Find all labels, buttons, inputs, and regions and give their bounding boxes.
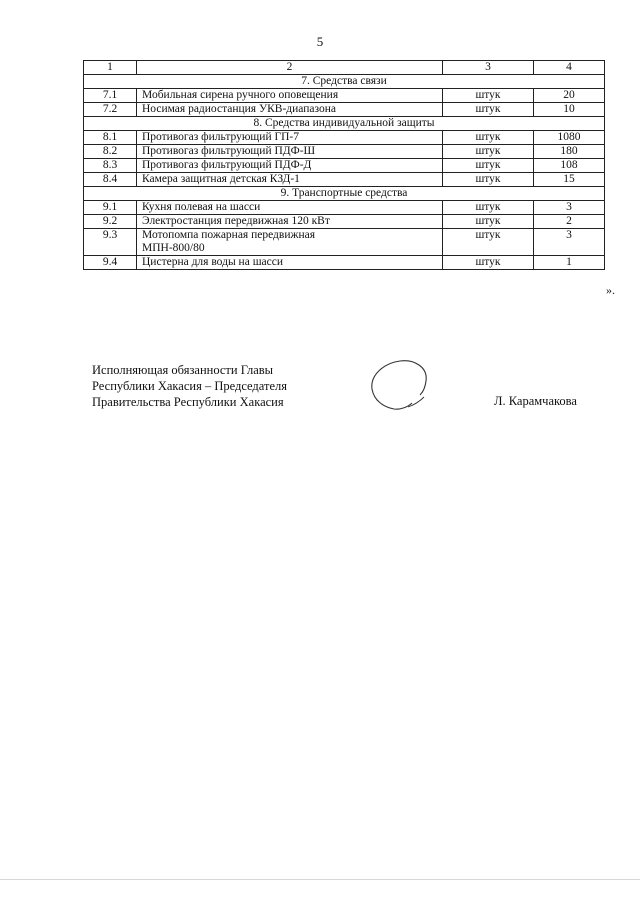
row-quantity: 180 — [534, 145, 605, 159]
row-quantity: 1080 — [534, 131, 605, 145]
row-number: 8.3 — [84, 159, 137, 173]
table-row — [84, 215, 605, 229]
section-row — [84, 75, 605, 89]
row-unit: штук — [443, 89, 534, 103]
table-row — [84, 159, 605, 173]
row-unit: штук — [443, 173, 534, 187]
row-unit: штук — [443, 159, 534, 173]
table-row — [84, 131, 605, 145]
row-name: Цистерна для воды на шасси — [137, 256, 443, 270]
row-name: Противогаз фильтрующий ПДФ-Д — [137, 159, 443, 173]
section-title: 8. Средства индивидуальной защиты — [84, 117, 605, 131]
row-name — [137, 229, 443, 256]
row-quantity: 10 — [534, 103, 605, 117]
table-header-row — [84, 61, 605, 75]
signer-title-line: Республики Хакасия – Председателя — [92, 379, 288, 393]
signer-name: Л. Карамчакова — [494, 394, 577, 408]
handwritten-signature-icon — [362, 355, 442, 417]
row-unit: штук — [443, 131, 534, 145]
table-row — [84, 229, 605, 256]
row-quantity: 1 — [534, 256, 605, 270]
table-row — [84, 103, 605, 117]
row-quantity: 15 — [534, 173, 605, 187]
signer-title-line: Правительства Республики Хакасия — [92, 395, 284, 409]
row-number: 8.4 — [84, 173, 137, 187]
header-cell: 4 — [534, 61, 605, 75]
row-name: Противогаз фильтрующий ПДФ-Ш — [137, 145, 443, 159]
table-row — [84, 201, 605, 215]
row-name: Мобильная сирена ручного оповещения — [137, 89, 443, 103]
row-unit: штук — [443, 103, 534, 117]
table-row — [84, 173, 605, 187]
page-number: 5 — [316, 34, 324, 49]
row-unit: штук — [443, 215, 534, 229]
equipment-table — [83, 60, 605, 270]
row-quantity: 3 — [534, 229, 605, 256]
row-name: Носимая радиостанция УКВ-диапазона — [137, 103, 443, 117]
row-quantity: 20 — [534, 89, 605, 103]
closing-quote: ». — [606, 283, 615, 297]
row-name: Камера защитная детская КЗД-1 — [137, 173, 443, 187]
row-name: Противогаз фильтрующий ГП-7 — [137, 131, 443, 145]
row-unit: штук — [443, 145, 534, 159]
table-row — [84, 145, 605, 159]
section-title: 9. Транспортные средства — [84, 187, 605, 201]
row-name-text: Мотопомпа пожарная передвижная МПН-800/80 — [142, 229, 315, 254]
signer-title-line: Исполняющая обязанности Главы — [92, 363, 274, 377]
section-row — [84, 117, 605, 131]
signer-title — [92, 362, 287, 410]
row-name: Электростанция передвижная 120 кВт — [137, 215, 443, 229]
row-quantity: 2 — [534, 215, 605, 229]
section-row — [84, 187, 605, 201]
section-title: 7. Средства связи — [84, 75, 605, 89]
row-number: 9.3 — [84, 229, 137, 256]
table-row — [84, 256, 605, 270]
row-unit: штук — [443, 201, 534, 215]
row-number: 9.1 — [84, 201, 137, 215]
row-number: 8.1 — [84, 131, 137, 145]
row-number: 9.4 — [84, 256, 137, 270]
header-cell: 3 — [443, 61, 534, 75]
row-quantity: 108 — [534, 159, 605, 173]
header-cell: 2 — [137, 61, 443, 75]
row-number: 8.2 — [84, 145, 137, 159]
row-unit: штук — [443, 256, 534, 270]
page-bottom-divider — [0, 879, 640, 880]
header-cell: 1 — [84, 61, 137, 75]
row-number: 9.2 — [84, 215, 137, 229]
row-unit: штук — [443, 229, 534, 256]
row-quantity: 3 — [534, 201, 605, 215]
row-number: 7.1 — [84, 89, 137, 103]
row-name: Кухня полевая на шасси — [137, 201, 443, 215]
row-number: 7.2 — [84, 103, 137, 117]
table-row — [84, 89, 605, 103]
